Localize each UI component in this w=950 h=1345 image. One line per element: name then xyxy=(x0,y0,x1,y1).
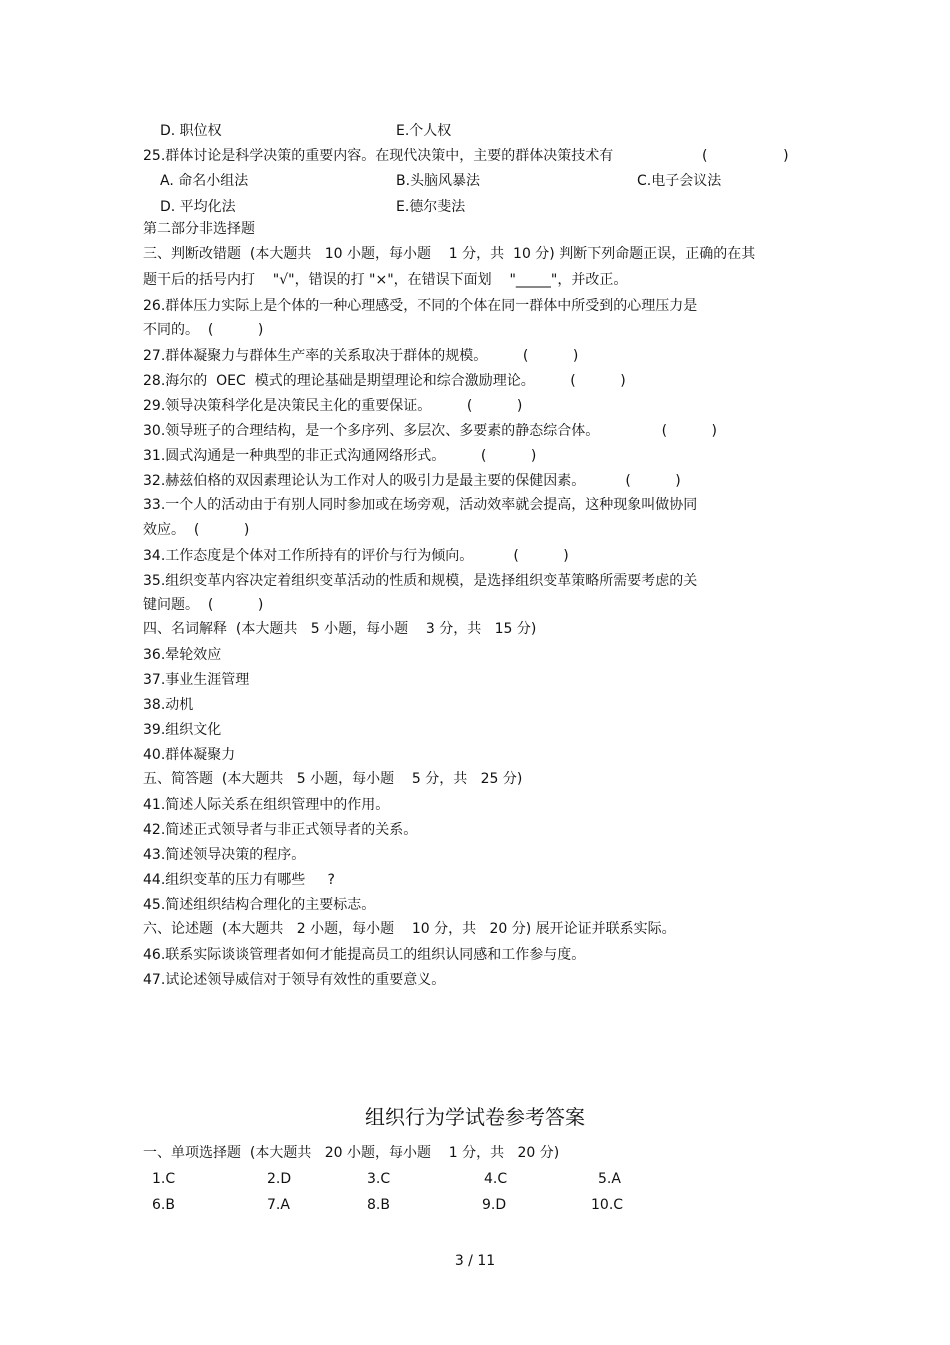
q35-line1: 35.组织变革内容决定着组织变革活动的性质和规模，是选择组织变革策略所需要考虑的关 xyxy=(143,573,698,589)
q24-option-e: E.个人权 xyxy=(396,123,452,139)
q25-option-e: E.德尔斐法 xyxy=(396,199,466,215)
q45: 45.简述组织结构合理化的主要标志。 xyxy=(143,897,376,913)
answer-3: 3.C xyxy=(367,1171,391,1187)
q42: 42.简述正式领导者与非正式领导者的关系。 xyxy=(143,822,418,838)
q26-line2: 不同的。 ( ) xyxy=(143,322,264,338)
page-number: 3 / 11 xyxy=(454,1253,496,1269)
q34: 34.工作态度是个体对工作所持有的评价与行为倾向。 ( ) xyxy=(143,548,569,564)
q31: 31.圆式沟通是一种典型的非正式沟通网络形式。 ( ) xyxy=(143,448,537,464)
q30: 30.领导班子的合理结构，是一个多序列、多层次、多要素的静态综合体。 ( ) xyxy=(143,423,717,439)
q27: 27.群体凝聚力与群体生产率的关系取决于群体的规模。 ( ) xyxy=(143,348,579,364)
section3-instructions-line1: 三、判断改错题 (本大题共 10 小题，每小题 1 分，共 10 分) 判断下列命题正误，正确的在其 xyxy=(143,246,756,262)
q25-option-d: D. 平均化法 xyxy=(160,199,236,215)
q46: 46.联系实际谈谈管理者如何才能提高员工的组织认同感和工作参与度。 xyxy=(143,947,586,963)
answer-10: 10.C xyxy=(591,1197,624,1213)
q36: 36.晕轮效应 xyxy=(143,647,222,663)
q25-option-c: C.电子会议法 xyxy=(637,173,722,189)
q41: 41.简述人际关系在组织管理中的作用。 xyxy=(143,797,390,813)
q33-line2: 效应。 ( ) xyxy=(143,522,250,538)
answer-6: 6.B xyxy=(152,1197,175,1213)
q35-line2: 键问题。 ( ) xyxy=(143,597,264,613)
section4-heading: 四、名词解释 (本大题共 5 小题，每小题 3 分，共 15 分) xyxy=(143,621,537,637)
section3-instructions-line2: 题干后的括号内打 "√"，错误的打 "×"，在错误下面划 "_____"，并改正。 xyxy=(143,272,628,288)
answer-key-title: 组织行为学试卷参考答案 xyxy=(365,1105,585,1129)
q25-stem: 25.群体讨论是科学决策的重要内容。在现代决策中，主要的群体决策技术有 xyxy=(143,148,614,164)
q37: 37.事业生涯管理 xyxy=(143,672,250,688)
answer-1: 1.C xyxy=(152,1171,176,1187)
q25-answer-paren: ( ) xyxy=(702,148,789,164)
q26-line1: 26.群体压力实际上是个体的一种心理感受，不同的个体在同一群体中所受到的心理压力是 xyxy=(143,298,698,314)
section5-heading: 五、简答题 (本大题共 5 小题，每小题 5 分，共 25 分) xyxy=(143,771,523,787)
q33-line1: 33.一个人的活动由于有别人同时参加或在场旁观，活动效率就会提高，这种现象叫做协同 xyxy=(143,497,698,513)
q28: 28.海尔的 OEC 模式的理论基础是期望理论和综合激励理论。 ( ) xyxy=(143,373,626,389)
answer-4: 4.C xyxy=(484,1171,508,1187)
answer-5: 5.A xyxy=(598,1171,621,1187)
q25-option-b: B.头脑风暴法 xyxy=(396,173,481,189)
q44: 44.组织变革的压力有哪些 ? xyxy=(143,872,335,888)
answer-section1-heading: 一、单项选择题 (本大题共 20 小题，每小题 1 分，共 20 分) xyxy=(143,1145,560,1161)
answer-7: 7.A xyxy=(267,1197,290,1213)
q25-option-a: A. 命名小组法 xyxy=(160,173,249,189)
q43: 43.简述领导决策的程序。 xyxy=(143,847,306,863)
q32: 32.赫兹伯格的双因素理论认为工作对人的吸引力是最主要的保健因素。 ( ) xyxy=(143,473,681,489)
q39: 39.组织文化 xyxy=(143,722,222,738)
answer-8: 8.B xyxy=(367,1197,390,1213)
q40: 40.群体凝聚力 xyxy=(143,747,236,763)
section6-heading: 六、论述题 (本大题共 2 小题，每小题 10 分，共 20 分) 展开论证并联系实际。 xyxy=(143,921,676,937)
answer-9: 9.D xyxy=(482,1197,507,1213)
answer-2: 2.D xyxy=(267,1171,292,1187)
q24-option-d: D. 职位权 xyxy=(160,123,222,139)
q38: 38.动机 xyxy=(143,697,194,713)
q47: 47.试论述领导威信对于领导有效性的重要意义。 xyxy=(143,972,446,988)
part2-heading: 第二部分非选择题 xyxy=(143,221,255,237)
q29: 29.领导决策科学化是决策民主化的重要保证。 ( ) xyxy=(143,398,523,414)
